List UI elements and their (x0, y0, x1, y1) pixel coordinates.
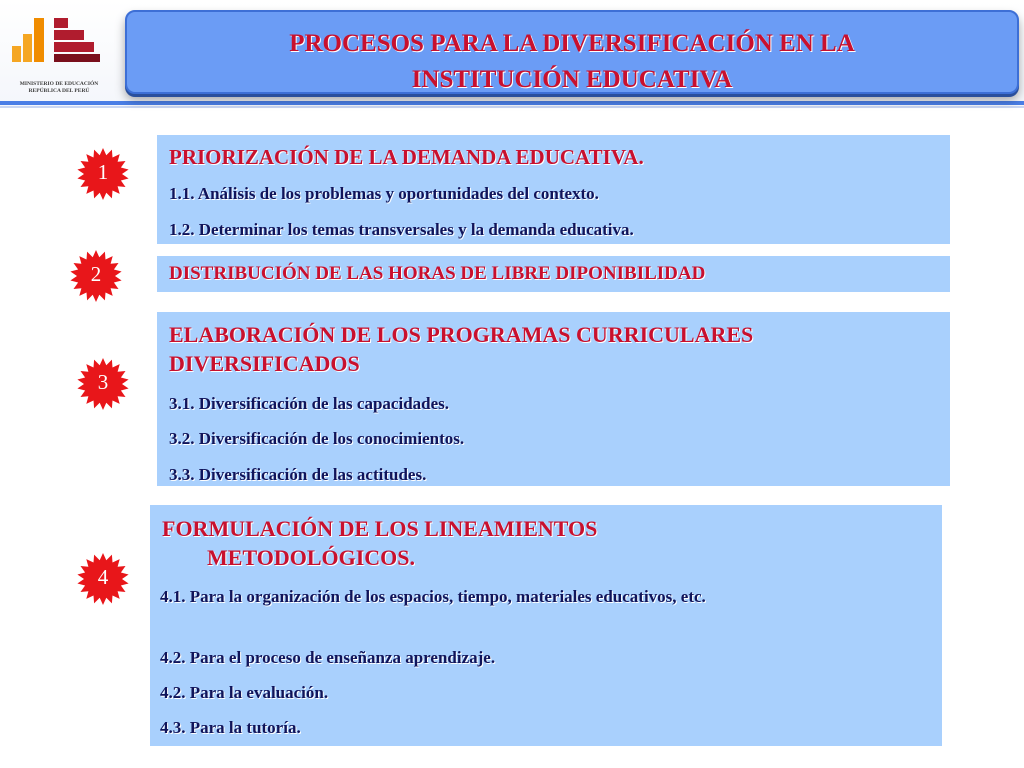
section-heading: ELABORACIÓN DE LOS PROGRAMAS CURRICULARES DIVERSIFICADOS (169, 322, 754, 376)
step-badge-1 (75, 146, 131, 202)
page-title-line-2: INSTITUCIÓN EDUCATIVA (411, 66, 733, 93)
section-item: 4.2. Para el proceso de enseñanza aprendizaje. (160, 648, 496, 667)
page-title-line-1: PROCESOS PARA LA DIVERSIFICACIÓN EN LA (289, 30, 855, 57)
header-divider-light (0, 106, 1024, 108)
step-number: 2 (90, 262, 102, 286)
logo-line-1: MINISTERIO DE EDUCACIÓN (19, 81, 99, 87)
section-item: 3.3. Diversificación de las actitudes. (169, 465, 427, 484)
section-box-1 (157, 135, 950, 244)
section-box-3 (157, 312, 950, 486)
section-item: 4.3. Para la tutoría. (160, 718, 301, 737)
section-heading: FORMULACIÓN DE LOS LINEAMIENTOS METODOLÓGICOS. (162, 516, 598, 570)
section-item: 3.2. Diversificación de los conocimientos. (169, 429, 465, 448)
section-box-2 (157, 256, 950, 292)
step-badge-2 (68, 248, 124, 304)
step-number: 3 (97, 370, 109, 394)
title-panel (125, 10, 1019, 94)
step-badge-4 (75, 551, 131, 607)
page-title (127, 26, 1017, 98)
section-heading: DISTRIBUCIÓN DE LAS HORAS DE LIBRE DIPONIBILIDAD (169, 263, 706, 284)
section-heading: PRIORIZACIÓN DE LA DEMANDA EDUCATIVA. (169, 145, 644, 169)
section-item: 3.1. Diversificación de las capacidades. (169, 394, 450, 413)
step-number: 1 (97, 160, 109, 184)
section-item: 1.1. Análisis de los problemas y oportunidades del contexto. (169, 184, 599, 203)
logo-bars-icon (4, 10, 114, 80)
step-number: 4 (97, 565, 109, 589)
header-divider (0, 101, 1024, 105)
section-item: 1.2. Determinar los temas transversales y la demanda educativa. (169, 220, 634, 239)
ministry-logo (4, 10, 114, 94)
logo-line-2: REPÚBLICA DEL PERÚ (28, 88, 90, 94)
step-badge-3 (75, 356, 131, 412)
logo-text (4, 81, 114, 95)
section-item: 4.1. Para la organización de los espacios, tiempo, materiales educativos, etc. (160, 587, 706, 606)
section-item: 4.2. Para la evaluación. (160, 683, 329, 702)
section-box-4 (150, 505, 942, 746)
